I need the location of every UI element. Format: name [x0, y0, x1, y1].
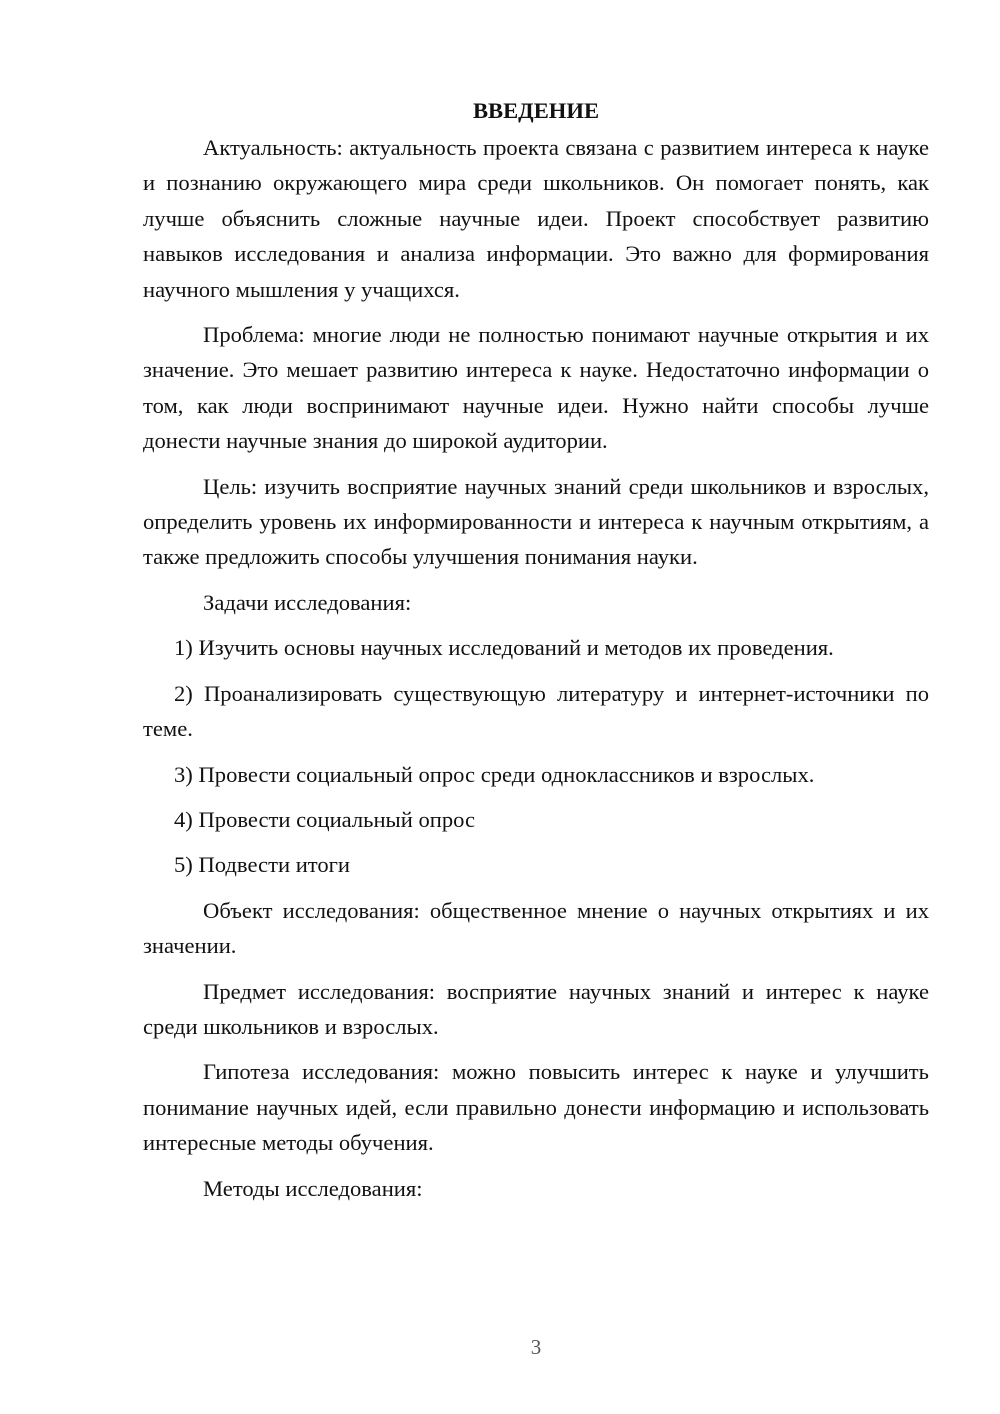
relevance-paragraph: Актуальность: актуальность проекта связана с развитием интереса к науке и познанию окружающего мира среди школьников. Он помогает понять, как лучше объяснить сложные научные идеи. Проект способствует развитию навыков исследования и анализа информации. Это важно для формирования научного мышления у учащихся.: [143, 135, 929, 302]
task-item-5: 5) Подвести итоги: [174, 852, 351, 878]
methods-heading: Методы исследования:: [203, 1175, 423, 1201]
problem-paragraph: Проблема: многие люди не полностью понимают научные открытия и их значение. Это мешает развитию интереса к науке. Недостаточно информации о том, как люди воспринимают научные идеи. Нужно найти способы лучше донести научные знания до широкой аудитории.: [143, 322, 929, 454]
task-item-1: 1) Изучить основы научных исследований и методов их проведения.: [174, 635, 834, 661]
task-item-4: 4) Провести социальный опрос: [174, 806, 476, 832]
page-number: 3: [530, 1335, 542, 1359]
task-item-3: 3) Провести социальный опрос среди одноклассников и взрослых.: [174, 761, 815, 787]
hypothesis-paragraph: Гипотеза исследования: можно повысить интерес к науке и улучшить понимание научных идей, если правильно донести информацию и использовать интересные методы обучения.: [143, 1059, 929, 1156]
subject-paragraph: Предмет исследования: восприятие научных знаний и интерес к науке среди школьников и взрослых.: [143, 978, 929, 1039]
page-content: [143, 96, 929, 1216]
task-item-2: 2) Проанализировать существующую литературу и интернет-источники по теме.: [143, 680, 929, 742]
tasks-heading: Задачи исследования:: [203, 589, 412, 615]
goal-paragraph: Цель: изучить восприятие научных знаний среди школьников и взрослых, определить уровень их информированности и интереса к научным открытиям, а также предложить способы улучшения понимания науки.: [143, 473, 929, 570]
page-title: ВВЕДЕНИЕ: [472, 98, 600, 123]
object-paragraph: Объект исследования: общественное мнение о научных открытиях и их значении.: [143, 897, 929, 959]
